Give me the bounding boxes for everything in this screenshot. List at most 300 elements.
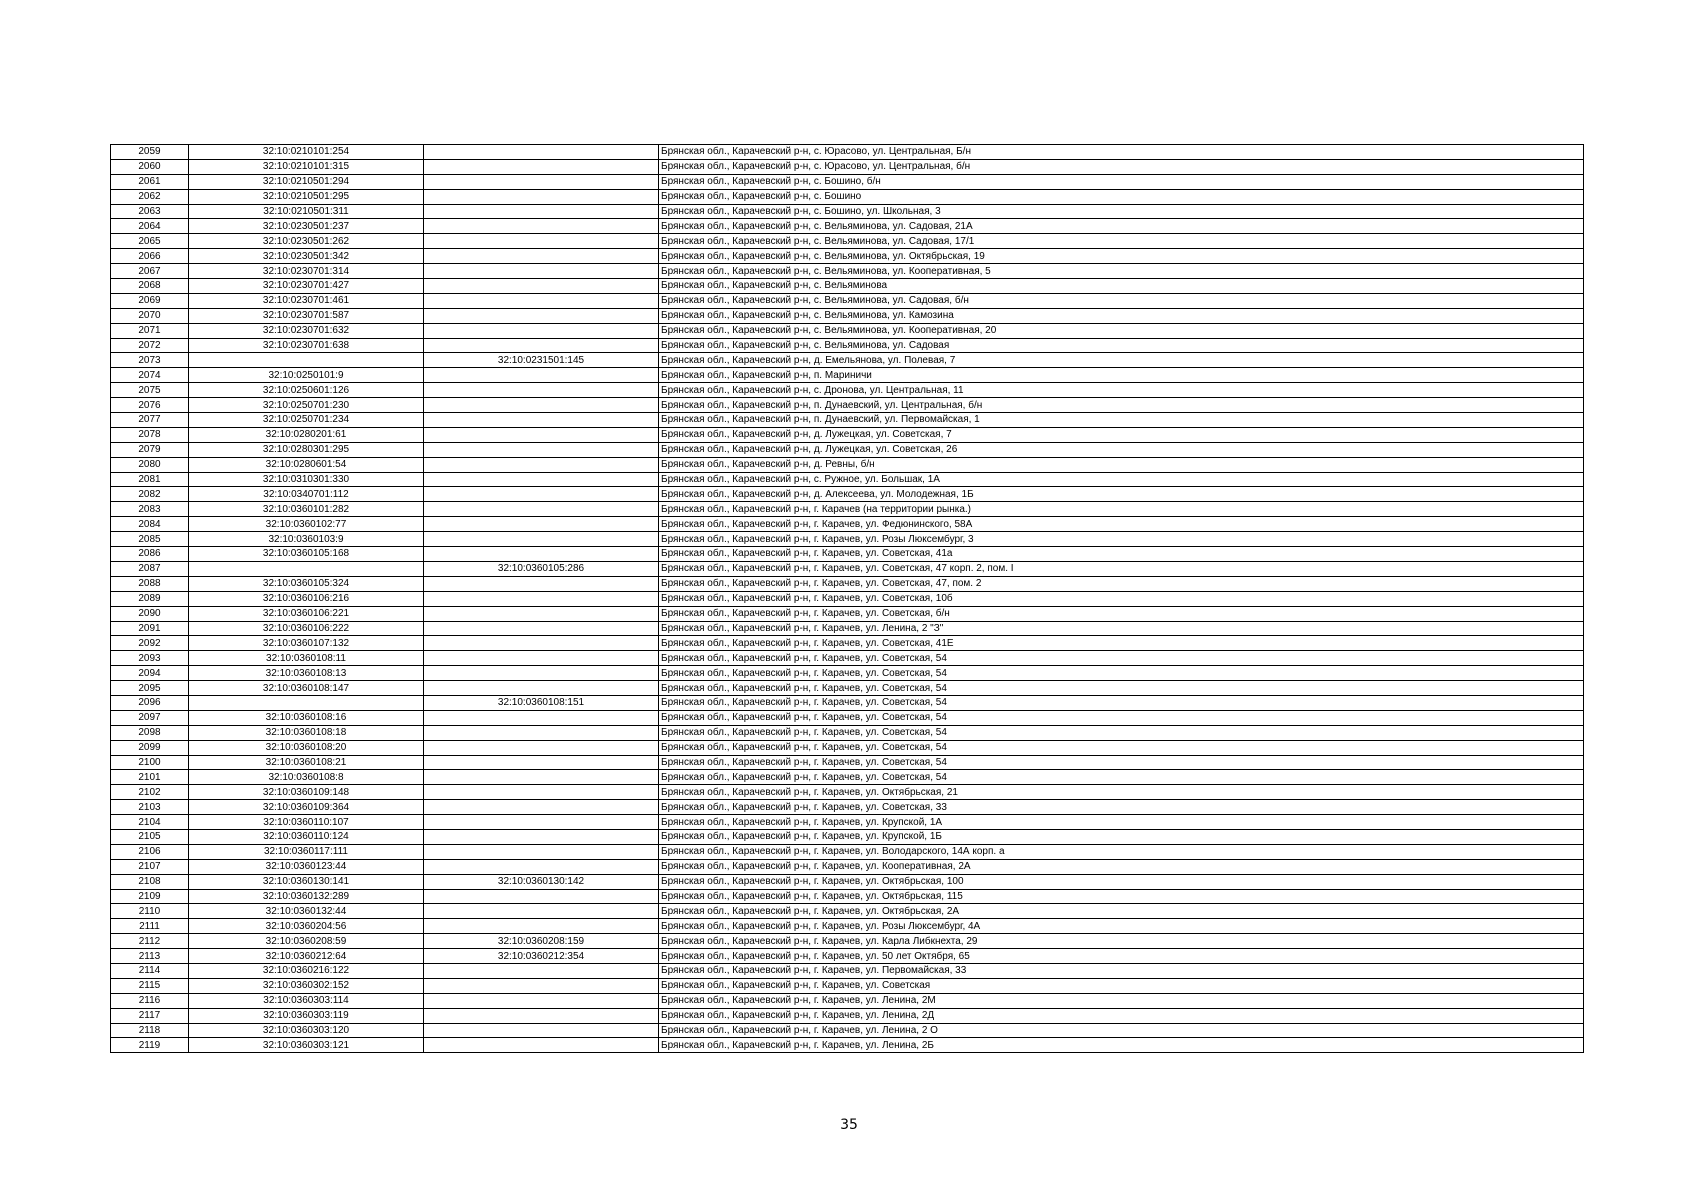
- address-cell: Брянская обл., Карачевский р-н, г. Карачев, ул. Советская, 47, пом. 2: [659, 576, 1584, 591]
- row-number-cell: 2061: [111, 174, 189, 189]
- address-cell: Брянская обл., Карачевский р-н, г. Карачев, ул. Ленина, 2Д: [659, 1008, 1584, 1023]
- table-row: [111, 874, 1584, 889]
- table-row: [111, 666, 1584, 681]
- row-number-cell: 2079: [111, 442, 189, 457]
- row-number-cell: 2076: [111, 398, 189, 413]
- table-row: [111, 963, 1584, 978]
- second-cadastral-number-cell: [424, 666, 659, 681]
- address-cell: Брянская обл., Карачевский р-н, п. Дунаевский, ул. Центральная, б/н: [659, 398, 1584, 413]
- table-row: [111, 502, 1584, 517]
- cadastral-number-cell: 32:10:0360101:282: [189, 502, 424, 517]
- cadastral-number-cell: 32:10:0360110:107: [189, 815, 424, 830]
- address-cell: Брянская обл., Карачевский р-н, с. Вельяминова, ул. Садовая, 17/1: [659, 234, 1584, 249]
- table-row: [111, 353, 1584, 368]
- cadastral-number-cell: 32:10:0250601:126: [189, 383, 424, 398]
- second-cadastral-number-cell: [424, 993, 659, 1008]
- cadastral-number-cell: 32:10:0360132:289: [189, 889, 424, 904]
- second-cadastral-number-cell: [424, 591, 659, 606]
- cadastral-number-cell: 32:10:0360105:168: [189, 547, 424, 562]
- address-cell: Брянская обл., Карачевский р-н, г. Карачев, ул. Ленина, 2 "З": [659, 621, 1584, 636]
- table-row: [111, 204, 1584, 219]
- cadastral-number-cell: 32:10:0360108:21: [189, 755, 424, 770]
- second-cadastral-number-cell: [424, 770, 659, 785]
- cadastral-number-cell: 32:10:0360108:11: [189, 651, 424, 666]
- row-number-cell: 2107: [111, 859, 189, 874]
- address-cell: Брянская обл., Карачевский р-н, г. Карачев, ул. Советская, 10б: [659, 591, 1584, 606]
- address-cell: Брянская обл., Карачевский р-н, г. Карачев, ул. Советская, 33: [659, 800, 1584, 815]
- address-cell: Брянская обл., Карачевский р-н, г. Карачев, ул. Ленина, 2М: [659, 993, 1584, 1008]
- cadastral-number-cell: [189, 353, 424, 368]
- second-cadastral-number-cell: [424, 219, 659, 234]
- table-row: [111, 159, 1584, 174]
- address-cell: Брянская обл., Карачевский р-н, д. Лужецкая, ул. Советская, 26: [659, 442, 1584, 457]
- row-number-cell: 2091: [111, 621, 189, 636]
- cadastral-number-cell: 32:10:0230701:638: [189, 338, 424, 353]
- row-number-cell: 2078: [111, 427, 189, 442]
- address-cell: Брянская обл., Карачевский р-н, г. Карачев, ул. Карла Либкнехта, 29: [659, 934, 1584, 949]
- cadastral-number-cell: 32:10:0360132:44: [189, 904, 424, 919]
- table-row: [111, 145, 1584, 160]
- address-cell: Брянская обл., Карачевский р-н, г. Карачев, ул. Федюнинского, 58А: [659, 517, 1584, 532]
- table-row: [111, 844, 1584, 859]
- cadastral-number-cell: 32:10:0360108:20: [189, 740, 424, 755]
- table-row: [111, 442, 1584, 457]
- second-cadastral-number-cell: [424, 457, 659, 472]
- cadastral-number-cell: 32:10:0360108:147: [189, 681, 424, 696]
- address-cell: Брянская обл., Карачевский р-н, г. Карачев, ул. Советская, 41а: [659, 547, 1584, 562]
- cadastral-number-cell: 32:10:0280601:54: [189, 457, 424, 472]
- second-cadastral-number-cell: [424, 427, 659, 442]
- address-cell: Брянская обл., Карачевский р-н, г. Карачев, ул. Кооперативная, 2А: [659, 859, 1584, 874]
- second-cadastral-number-cell: [424, 145, 659, 160]
- table-row: [111, 383, 1584, 398]
- second-cadastral-number-cell: 32:10:0360212:354: [424, 949, 659, 964]
- second-cadastral-number-cell: [424, 621, 659, 636]
- row-number-cell: 2060: [111, 159, 189, 174]
- table-row: [111, 919, 1584, 934]
- address-cell: Брянская обл., Карачевский р-н, с. Бошино: [659, 189, 1584, 204]
- table-row: [111, 308, 1584, 323]
- row-number-cell: 2113: [111, 949, 189, 964]
- table-row: [111, 264, 1584, 279]
- second-cadastral-number-cell: [424, 1023, 659, 1038]
- address-cell: Брянская обл., Карачевский р-н, г. Карачев, ул. 50 лет Октября, 65: [659, 949, 1584, 964]
- table-row: [111, 413, 1584, 428]
- address-cell: Брянская обл., Карачевский р-н, г. Карачев, ул. Советская, 54: [659, 695, 1584, 710]
- row-number-cell: 2071: [111, 323, 189, 338]
- page-number: 35: [840, 1117, 858, 1133]
- second-cadastral-number-cell: 32:10:0360208:159: [424, 934, 659, 949]
- address-cell: Брянская обл., Карачевский р-н, г. Карачев, ул. Октябрьская, 21: [659, 785, 1584, 800]
- second-cadastral-number-cell: [424, 323, 659, 338]
- cadastral-number-cell: 32:10:0230701:587: [189, 308, 424, 323]
- row-number-cell: 2063: [111, 204, 189, 219]
- second-cadastral-number-cell: [424, 800, 659, 815]
- register-table-body: [111, 145, 1584, 1053]
- row-number-cell: 2083: [111, 502, 189, 517]
- cadastral-number-cell: 32:10:0230701:461: [189, 293, 424, 308]
- table-row: [111, 576, 1584, 591]
- cadastral-number-cell: 32:10:0360109:148: [189, 785, 424, 800]
- address-cell: Брянская обл., Карачевский р-н, г. Карачев, ул. Советская: [659, 978, 1584, 993]
- table-row: [111, 606, 1584, 621]
- row-number-cell: 2087: [111, 561, 189, 576]
- cadastral-number-cell: 32:10:0360123:44: [189, 859, 424, 874]
- table-row: [111, 427, 1584, 442]
- table-row: [111, 472, 1584, 487]
- second-cadastral-number-cell: [424, 532, 659, 547]
- row-number-cell: 2089: [111, 591, 189, 606]
- second-cadastral-number-cell: [424, 904, 659, 919]
- row-number-cell: 2085: [111, 532, 189, 547]
- cadastral-number-cell: 32:10:0210501:294: [189, 174, 424, 189]
- address-cell: Брянская обл., Карачевский р-н, г. Карачев, ул. Володарского, 14А корп. а: [659, 844, 1584, 859]
- second-cadastral-number-cell: [424, 844, 659, 859]
- cadastral-number-cell: 32:10:0360130:141: [189, 874, 424, 889]
- cadastral-number-cell: 32:10:0360208:59: [189, 934, 424, 949]
- second-cadastral-number-cell: [424, 889, 659, 904]
- second-cadastral-number-cell: [424, 576, 659, 591]
- row-number-cell: 2086: [111, 547, 189, 562]
- address-cell: Брянская обл., Карачевский р-н, с. Вельяминова, ул. Кооперативная, 20: [659, 323, 1584, 338]
- row-number-cell: 2103: [111, 800, 189, 815]
- row-number-cell: 2064: [111, 219, 189, 234]
- row-number-cell: 2099: [111, 740, 189, 755]
- second-cadastral-number-cell: [424, 919, 659, 934]
- table-row: [111, 591, 1584, 606]
- table-row: [111, 681, 1584, 696]
- row-number-cell: 2075: [111, 383, 189, 398]
- second-cadastral-number-cell: [424, 1038, 659, 1053]
- second-cadastral-number-cell: [424, 383, 659, 398]
- row-number-cell: 2102: [111, 785, 189, 800]
- second-cadastral-number-cell: [424, 204, 659, 219]
- table-row: [111, 621, 1584, 636]
- table-row: [111, 904, 1584, 919]
- cadastral-number-cell: 32:10:0360117:111: [189, 844, 424, 859]
- cadastral-number-cell: 32:10:0360204:56: [189, 919, 424, 934]
- row-number-cell: 2114: [111, 963, 189, 978]
- row-number-cell: 2111: [111, 919, 189, 934]
- cadastral-number-cell: 32:10:0230701:427: [189, 279, 424, 294]
- table-row: [111, 487, 1584, 502]
- row-number-cell: 2081: [111, 472, 189, 487]
- table-row: [111, 829, 1584, 844]
- table-row: [111, 517, 1584, 532]
- table-row: [111, 279, 1584, 294]
- row-number-cell: 2067: [111, 264, 189, 279]
- row-number-cell: 2101: [111, 770, 189, 785]
- second-cadastral-number-cell: [424, 293, 659, 308]
- address-cell: Брянская обл., Карачевский р-н, с. Вельяминова: [659, 279, 1584, 294]
- cadastral-number-cell: 32:10:0340701:112: [189, 487, 424, 502]
- cadastral-number-cell: 32:10:0360106:216: [189, 591, 424, 606]
- cadastral-number-cell: 32:10:0210501:295: [189, 189, 424, 204]
- cadastral-number-cell: 32:10:0360108:18: [189, 725, 424, 740]
- address-cell: Брянская обл., Карачевский р-н, с. Вельяминова, ул. Камозина: [659, 308, 1584, 323]
- table-row: [111, 785, 1584, 800]
- cadastral-number-cell: 32:10:0360109:364: [189, 800, 424, 815]
- table-row: [111, 740, 1584, 755]
- row-number-cell: 2116: [111, 993, 189, 1008]
- cadastral-number-cell: 32:10:0250701:230: [189, 398, 424, 413]
- row-number-cell: 2070: [111, 308, 189, 323]
- row-number-cell: 2088: [111, 576, 189, 591]
- address-cell: Брянская обл., Карачевский р-н, г. Карачев, ул. Советская, 41Е: [659, 636, 1584, 651]
- cadastral-number-cell: 32:10:0360106:222: [189, 621, 424, 636]
- table-row: [111, 978, 1584, 993]
- row-number-cell: 2109: [111, 889, 189, 904]
- second-cadastral-number-cell: [424, 502, 659, 517]
- row-number-cell: 2112: [111, 934, 189, 949]
- cadastral-number-cell: 32:10:0360212:64: [189, 949, 424, 964]
- address-cell: Брянская обл., Карачевский р-н, г. Карачев, ул. Ленина, 2Б: [659, 1038, 1584, 1053]
- second-cadastral-number-cell: [424, 785, 659, 800]
- address-cell: Брянская обл., Карачевский р-н, г. Карачев, ул. Октябрьская, 115: [659, 889, 1584, 904]
- address-cell: Брянская обл., Карачевский р-н, г. Карачев, ул. Розы Люксембург, 4А: [659, 919, 1584, 934]
- cadastral-number-cell: 32:10:0250101:9: [189, 368, 424, 383]
- row-number-cell: 2072: [111, 338, 189, 353]
- table-row: [111, 755, 1584, 770]
- address-cell: Брянская обл., Карачевский р-н, д. Алексеева, ул. Молодежная, 1Б: [659, 487, 1584, 502]
- address-cell: Брянская обл., Карачевский р-н, д. Лужецкая, ул. Советская, 7: [659, 427, 1584, 442]
- table-row: [111, 323, 1584, 338]
- address-cell: Брянская обл., Карачевский р-н, г. Карачев, ул. Советская, 54: [659, 710, 1584, 725]
- table-row: [111, 338, 1584, 353]
- second-cadastral-number-cell: [424, 174, 659, 189]
- second-cadastral-number-cell: 32:10:0360105:286: [424, 561, 659, 576]
- address-cell: Брянская обл., Карачевский р-н, с. Ружное, ул. Большак, 1А: [659, 472, 1584, 487]
- table-row: [111, 889, 1584, 904]
- address-cell: Брянская обл., Карачевский р-н, с. Вельяминова, ул. Садовая, 21А: [659, 219, 1584, 234]
- row-number-cell: 2069: [111, 293, 189, 308]
- row-number-cell: 2062: [111, 189, 189, 204]
- address-cell: Брянская обл., Карачевский р-н, г. Карачев, ул. Советская, 47 корп. 2, пом. I: [659, 561, 1584, 576]
- cadastral-number-cell: 32:10:0230501:342: [189, 249, 424, 264]
- table-row: [111, 815, 1584, 830]
- row-number-cell: 2108: [111, 874, 189, 889]
- cadastral-number-cell: 32:10:0360110:124: [189, 829, 424, 844]
- second-cadastral-number-cell: [424, 740, 659, 755]
- cadastral-number-cell: 32:10:0360106:221: [189, 606, 424, 621]
- table-row: [111, 993, 1584, 1008]
- address-cell: Брянская обл., Карачевский р-н, г. Карачев (на территории рынка.): [659, 502, 1584, 517]
- address-cell: Брянская обл., Карачевский р-н, с. Дронова, ул. Центральная, 11: [659, 383, 1584, 398]
- table-row: [111, 249, 1584, 264]
- table-row: [111, 1023, 1584, 1038]
- table-row: [111, 949, 1584, 964]
- table-row: [111, 695, 1584, 710]
- address-cell: Брянская обл., Карачевский р-н, с. Вельяминова, ул. Садовая, б/н: [659, 293, 1584, 308]
- table-row: [111, 710, 1584, 725]
- address-cell: Брянская обл., Карачевский р-н, п. Мариничи: [659, 368, 1584, 383]
- second-cadastral-number-cell: 32:10:0360108:151: [424, 695, 659, 710]
- row-number-cell: 2106: [111, 844, 189, 859]
- row-number-cell: 2094: [111, 666, 189, 681]
- second-cadastral-number-cell: [424, 606, 659, 621]
- second-cadastral-number-cell: [424, 308, 659, 323]
- property-register-table: [110, 144, 1584, 1053]
- second-cadastral-number-cell: [424, 189, 659, 204]
- cadastral-number-cell: 32:10:0280201:61: [189, 427, 424, 442]
- address-cell: Брянская обл., Карачевский р-н, с. Вельяминова, ул. Октябрьская, 19: [659, 249, 1584, 264]
- cadastral-number-cell: 32:10:0360102:77: [189, 517, 424, 532]
- cadastral-number-cell: 32:10:0360303:120: [189, 1023, 424, 1038]
- table-row: [111, 651, 1584, 666]
- address-cell: Брянская обл., Карачевский р-н, г. Карачев, ул. Октябрьская, 100: [659, 874, 1584, 889]
- address-cell: Брянская обл., Карачевский р-н, д. Ревны, б/н: [659, 457, 1584, 472]
- address-cell: Брянская обл., Карачевский р-н, г. Карачев, ул. Крупской, 1Б: [659, 829, 1584, 844]
- cadastral-number-cell: 32:10:0360303:121: [189, 1038, 424, 1053]
- row-number-cell: 2059: [111, 145, 189, 160]
- table-row: [111, 398, 1584, 413]
- table-row: [111, 1008, 1584, 1023]
- table-row: [111, 293, 1584, 308]
- cadastral-number-cell: 32:10:0210101:254: [189, 145, 424, 160]
- row-number-cell: 2118: [111, 1023, 189, 1038]
- second-cadastral-number-cell: [424, 472, 659, 487]
- row-number-cell: 2100: [111, 755, 189, 770]
- row-number-cell: 2098: [111, 725, 189, 740]
- row-number-cell: 2082: [111, 487, 189, 502]
- address-cell: Брянская обл., Карачевский р-н, г. Карачев, ул. Октябрьская, 2А: [659, 904, 1584, 919]
- row-number-cell: 2115: [111, 978, 189, 993]
- second-cadastral-number-cell: [424, 249, 659, 264]
- row-number-cell: 2073: [111, 353, 189, 368]
- cadastral-number-cell: 32:10:0360302:152: [189, 978, 424, 993]
- row-number-cell: 2066: [111, 249, 189, 264]
- table-row: [111, 800, 1584, 815]
- second-cadastral-number-cell: [424, 279, 659, 294]
- cadastral-number-cell: 32:10:0360108:8: [189, 770, 424, 785]
- table-row: [111, 189, 1584, 204]
- second-cadastral-number-cell: [424, 442, 659, 457]
- second-cadastral-number-cell: [424, 368, 659, 383]
- table-row: [111, 234, 1584, 249]
- row-number-cell: 2097: [111, 710, 189, 725]
- second-cadastral-number-cell: [424, 398, 659, 413]
- cadastral-number-cell: 32:10:0280301:295: [189, 442, 424, 457]
- address-cell: Брянская обл., Карачевский р-н, г. Карачев, ул. Советская, 54: [659, 681, 1584, 696]
- table-row: [111, 561, 1584, 576]
- row-number-cell: 2110: [111, 904, 189, 919]
- cadastral-number-cell: 32:10:0230701:314: [189, 264, 424, 279]
- second-cadastral-number-cell: [424, 636, 659, 651]
- second-cadastral-number-cell: [424, 264, 659, 279]
- row-number-cell: 2090: [111, 606, 189, 621]
- second-cadastral-number-cell: [424, 651, 659, 666]
- cadastral-number-cell: 32:10:0210501:311: [189, 204, 424, 219]
- row-number-cell: 2105: [111, 829, 189, 844]
- cadastral-number-cell: 32:10:0230701:632: [189, 323, 424, 338]
- second-cadastral-number-cell: [424, 487, 659, 502]
- cadastral-number-cell: 32:10:0360105:324: [189, 576, 424, 591]
- second-cadastral-number-cell: [424, 725, 659, 740]
- cadastral-number-cell: 32:10:0360107:132: [189, 636, 424, 651]
- second-cadastral-number-cell: [424, 829, 659, 844]
- address-cell: Брянская обл., Карачевский р-н, г. Карачев, ул. Советская, 54: [659, 651, 1584, 666]
- row-number-cell: 2074: [111, 368, 189, 383]
- second-cadastral-number-cell: [424, 547, 659, 562]
- address-cell: Брянская обл., Карачевский р-н, г. Карачев, ул. Советская, 54: [659, 770, 1584, 785]
- cadastral-number-cell: 32:10:0230501:237: [189, 219, 424, 234]
- address-cell: Брянская обл., Карачевский р-н, г. Карачев, ул. Советская, 54: [659, 740, 1584, 755]
- address-cell: Брянская обл., Карачевский р-н, г. Карачев, ул. Советская, б/н: [659, 606, 1584, 621]
- address-cell: Брянская обл., Карачевский р-н, г. Карачев, ул. Советская, 54: [659, 666, 1584, 681]
- address-cell: Брянская обл., Карачевский р-н, г. Карачев, ул. Первомайская, 33: [659, 963, 1584, 978]
- address-cell: Брянская обл., Карачевский р-н, с. Юрасово, ул. Центральная, Б/н: [659, 145, 1584, 160]
- table-row: [111, 219, 1584, 234]
- second-cadastral-number-cell: [424, 815, 659, 830]
- table-row: [111, 934, 1584, 949]
- row-number-cell: 2092: [111, 636, 189, 651]
- second-cadastral-number-cell: [424, 963, 659, 978]
- second-cadastral-number-cell: [424, 159, 659, 174]
- address-cell: Брянская обл., Карачевский р-н, п. Дунаевский, ул. Первомайская, 1: [659, 413, 1584, 428]
- cadastral-number-cell: 32:10:0310301:330: [189, 472, 424, 487]
- cadastral-number-cell: 32:10:0210101:315: [189, 159, 424, 174]
- row-number-cell: 2119: [111, 1038, 189, 1053]
- row-number-cell: 2084: [111, 517, 189, 532]
- address-cell: Брянская обл., Карачевский р-н, с. Бошино, ул. Школьная, 3: [659, 204, 1584, 219]
- second-cadastral-number-cell: [424, 681, 659, 696]
- table-row: [111, 532, 1584, 547]
- second-cadastral-number-cell: [424, 755, 659, 770]
- table-row: [111, 859, 1584, 874]
- address-cell: Брянская обл., Карачевский р-н, г. Карачев, ул. Советская, 54: [659, 755, 1584, 770]
- table-row: [111, 174, 1584, 189]
- table-row: [111, 1038, 1584, 1053]
- second-cadastral-number-cell: [424, 517, 659, 532]
- address-cell: Брянская обл., Карачевский р-н, с. Бошино, б/н: [659, 174, 1584, 189]
- cadastral-number-cell: [189, 695, 424, 710]
- address-cell: Брянская обл., Карачевский р-н, с. Юрасово, ул. Центральная, б/н: [659, 159, 1584, 174]
- table-row: [111, 636, 1584, 651]
- second-cadastral-number-cell: 32:10:0360130:142: [424, 874, 659, 889]
- second-cadastral-number-cell: [424, 234, 659, 249]
- cadastral-number-cell: [189, 561, 424, 576]
- row-number-cell: 2117: [111, 1008, 189, 1023]
- cadastral-number-cell: 32:10:0360108:16: [189, 710, 424, 725]
- table-row: [111, 457, 1584, 472]
- address-cell: Брянская обл., Карачевский р-н, с. Вельяминова, ул. Садовая: [659, 338, 1584, 353]
- table-row: [111, 770, 1584, 785]
- row-number-cell: 2080: [111, 457, 189, 472]
- address-cell: Брянская обл., Карачевский р-н, г. Карачев, ул. Крупской, 1А: [659, 815, 1584, 830]
- cadastral-number-cell: 32:10:0230501:262: [189, 234, 424, 249]
- table-row: [111, 547, 1584, 562]
- second-cadastral-number-cell: [424, 710, 659, 725]
- cadastral-number-cell: 32:10:0360303:114: [189, 993, 424, 1008]
- cadastral-number-cell: 32:10:0360303:119: [189, 1008, 424, 1023]
- cadastral-number-cell: 32:10:0360108:13: [189, 666, 424, 681]
- table-row: [111, 368, 1584, 383]
- second-cadastral-number-cell: [424, 859, 659, 874]
- second-cadastral-number-cell: [424, 978, 659, 993]
- cadastral-number-cell: 32:10:0360103:9: [189, 532, 424, 547]
- address-cell: Брянская обл., Карачевский р-н, д. Емельянова, ул. Полевая, 7: [659, 353, 1584, 368]
- second-cadastral-number-cell: [424, 1008, 659, 1023]
- cadastral-number-cell: 32:10:0360216:122: [189, 963, 424, 978]
- cadastral-number-cell: 32:10:0250701:234: [189, 413, 424, 428]
- row-number-cell: 2095: [111, 681, 189, 696]
- second-cadastral-number-cell: [424, 338, 659, 353]
- row-number-cell: 2096: [111, 695, 189, 710]
- table-row: [111, 725, 1584, 740]
- row-number-cell: 2104: [111, 815, 189, 830]
- address-cell: Брянская обл., Карачевский р-н, с. Вельяминова, ул. Кооперативная, 5: [659, 264, 1584, 279]
- row-number-cell: 2093: [111, 651, 189, 666]
